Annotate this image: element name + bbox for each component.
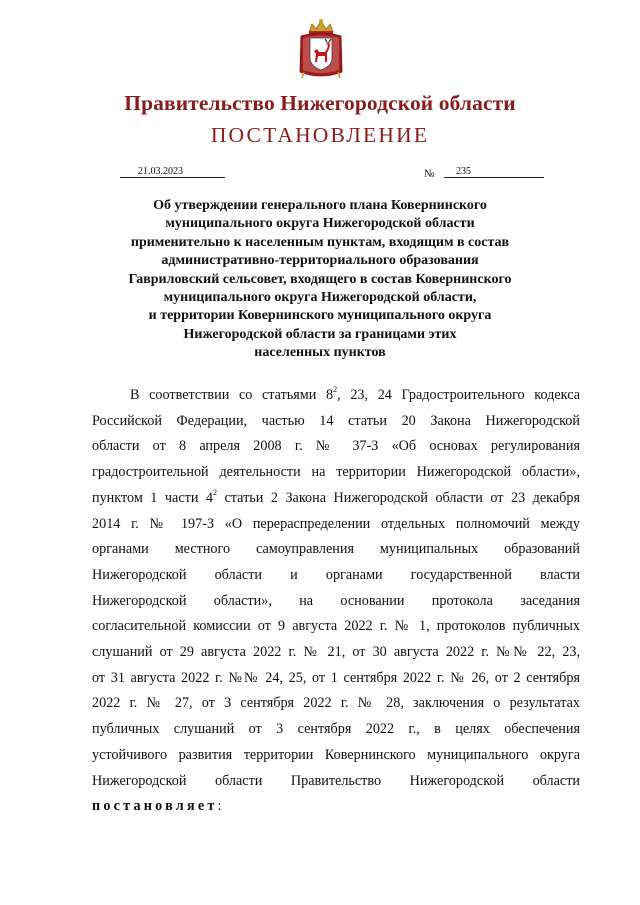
body-line: от 31 августа 2022 г. №№ 24, 25, от 1 сентября 2022 г. № 26, от 2 сентября [92, 669, 580, 686]
title-line: муниципального округа Нижегородской области, [163, 290, 477, 306]
document-date: 21.03.2023 [120, 166, 225, 178]
body-line: согласительной комиссии от 9 августа 2022 г. № 1, протоколов публичных [92, 618, 580, 635]
body-line: 2014 г. № 197-З «О перераспределении отдельных полномочий между [92, 515, 580, 532]
title-line: муниципального округа Нижегородской области [165, 216, 475, 232]
body-line: Нижегородской области», на основании протокола заседания [92, 592, 580, 609]
title-line: Гавриловский сельсовет, входящего в состав Ковернинского [128, 271, 512, 287]
resolves-word: постановляет [92, 798, 218, 815]
title-line: Нижегородской области за границами этих [183, 326, 457, 342]
coat-of-arms-icon [296, 18, 346, 80]
body-line: Нижегородской области и органами государственной власти [92, 566, 580, 583]
body-line: градостроительной деятельности на территории Нижегородской области», [92, 464, 580, 481]
title-line: применительно к населенным пунктам, входящим в состав [130, 234, 510, 250]
document-number: 235 [444, 166, 544, 178]
number-sign: № [424, 168, 435, 180]
title-line: Об утверждении генерального плана Ковернинского [153, 198, 487, 213]
document-body [92, 383, 580, 820]
title-line: населенных пунктов [254, 345, 386, 361]
title-line: и территории Ковернинского муниципального округа [148, 308, 492, 324]
body-line: устойчивого развития территории Ковернинского муниципального округа [92, 746, 580, 763]
body-line: Российской Федерации, частью 14 статьи 20 Закона Нижегородской [92, 412, 580, 429]
organization-name: Правительство Нижегородской области [124, 91, 516, 115]
body-line: Нижегородской области Правительство Нижегородской области [92, 772, 580, 789]
title-line: административно-территориального образования [161, 253, 479, 269]
body-line: публичных слушаний от 3 сентября 2022 г., в целях обеспечения [92, 721, 580, 738]
document-type: ПОСТАНОВЛЕНИЕ [210, 123, 430, 147]
body-line: органами местного самоуправления муниципальных образований [92, 541, 580, 558]
body-line-final: постановляет: [92, 798, 222, 815]
body-line: пунктом 1 части $4^2$ статьи 2 Закона Нижегородской области от 23 декабря [92, 488, 580, 506]
document-title [100, 197, 540, 363]
body-line: слушаний от 29 августа 2022 г. № 21, от 30 августа 2022 г. №№ 22, 23, [92, 644, 580, 661]
body-line: 2022 г. № 27, от 3 сентября 2022 г. № 28, заключения о результатах [92, 695, 580, 712]
body-line: области от 8 апреля 2008 г. № 37-З «Об основах регулирования [92, 438, 580, 455]
body-line: В соответствии со статьями $8^2$, 23, 24 Градостроительного кодекса [130, 385, 580, 403]
